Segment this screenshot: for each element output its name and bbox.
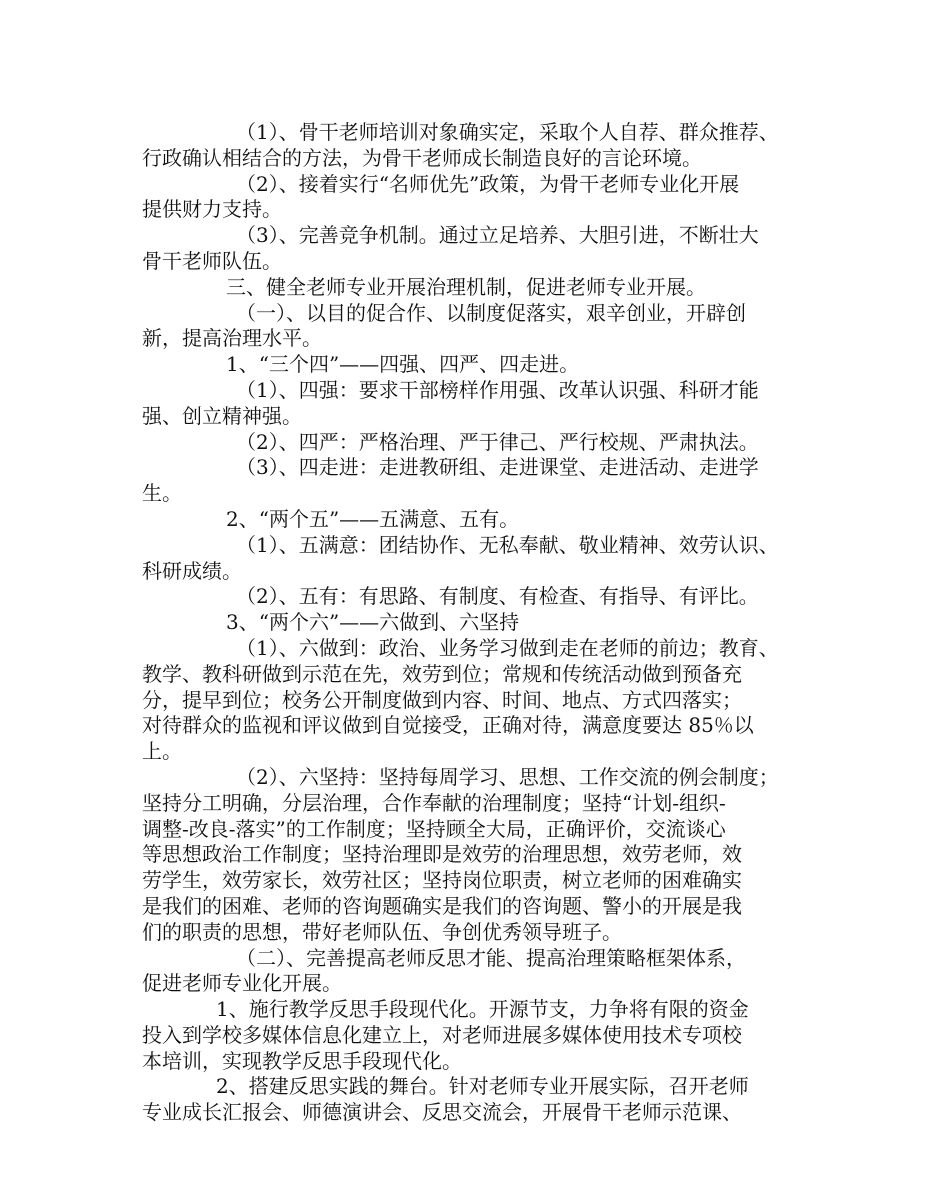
text-line: （1）、五满意：团结协作、无私奉献、敬业精神、效劳认识、: [236, 532, 779, 557]
text-line: 投入到学校多媒体信息化建立上，对老师进展多媒体使用技术专项校: [142, 1022, 742, 1047]
text-line: 科研成绩。: [142, 558, 242, 583]
text-line: （2）、四严：严格治理、严于律己、严行校规、严肃执法。: [236, 429, 759, 454]
text-line: 本培训，实现教学反思手段现代化。: [142, 1048, 462, 1073]
text-line: 3、“两个六”——六做到、六坚持: [226, 610, 520, 635]
text-line: 分，提早到位；校务公开制度做到内容、时间、地点、方式四落实；: [142, 687, 742, 712]
text-line: 提供财力支持。: [142, 197, 282, 222]
text-line: 行政确认相结合的方法，为骨干老师成长制造良好的言论环境。: [142, 145, 702, 170]
text-line: 上。: [142, 739, 182, 764]
text-line: （1）、四强：要求干部榜样作用强、改革认识强、科研才能: [236, 377, 759, 402]
text-line: （2）、六坚持：坚持每周学习、思想、工作交流的例会制度；: [236, 764, 779, 789]
text-line: 专业成长汇报会、师德演讲会、反思交流会，开展骨干老师示范课、: [142, 1100, 742, 1125]
text-line: 教学、教科研做到示范在先，效劳到位；常规和传统活动做到预备充: [142, 661, 742, 686]
text-line: （3）、四走进：走进教研组、走进课堂、走进活动、走进学: [236, 455, 759, 480]
text-line: （一）、以目的促合作、以制度促落实，艰辛创业，开辟创: [236, 300, 746, 325]
text-line: 坚持分工明确，分层治理，合作奉献的治理制度；坚持“计划-组织-: [142, 790, 726, 815]
text-line: （3）、完善竞争机制。通过立足培养、大胆引进，不断壮大: [236, 223, 759, 248]
document-body: [142, 120, 822, 1126]
text-line: 1、“三个四”——四强、四严、四走进。: [226, 352, 580, 377]
text-line: （2）、接着实行“名师优先”政策，为骨干老师专业化开展: [236, 171, 740, 196]
text-line: 对待群众的监视和评议做到自觉接受，正确对待，满意度要达 85％以: [142, 713, 754, 738]
text-line: 等思想政治工作制度；坚持治理即是效劳的治理思想，效劳老师，效: [142, 842, 742, 867]
text-line: 劳学生，效劳家长，效劳社区；坚持岗位职责，树立老师的困难确实: [142, 868, 742, 893]
text-line: 是我们的困难、老师的咨询题确实是我们的咨询题、警小的开展是我: [142, 893, 742, 918]
text-line: 生。: [142, 481, 182, 506]
text-line: 调整-改良-落实”的工作制度；坚持顾全大局，正确评价，交流谈心: [142, 816, 726, 841]
text-line: 强、创立精神强。: [142, 403, 302, 428]
text-line: （2）、五有：有思路、有制度、有检查、有指导、有评比。: [236, 584, 759, 609]
text-line: （1）、六做到：政治、业务学习做到走在老师的前边；教育、: [236, 635, 779, 660]
text-line: 新，提高治理水平。: [142, 326, 322, 351]
text-line: 1、施行教学反思手段现代化。开源节支，力争将有限的资金: [216, 997, 749, 1022]
text-line: （二）、完善提高老师反思才能、提高治理策略框架体系，: [236, 945, 746, 970]
text-line: 骨干老师队伍。: [142, 248, 282, 273]
text-line: 促进老师专业化开展。: [142, 971, 342, 996]
text-line: 2、搭建反思实践的舞台。针对老师专业开展实际，召开老师: [216, 1074, 749, 1099]
text-line: （1）、骨干老师培训对象确实定，采取个人自荐、群众推荐、: [236, 120, 779, 144]
text-line: 们的职责的思想，带好老师队伍、争创优秀领导班子。: [142, 919, 622, 944]
text-line: 2、“两个五”——五满意、五有。: [226, 506, 520, 531]
text-line: 三、健全老师专业开展治理机制，促进老师专业开展。: [226, 274, 706, 299]
